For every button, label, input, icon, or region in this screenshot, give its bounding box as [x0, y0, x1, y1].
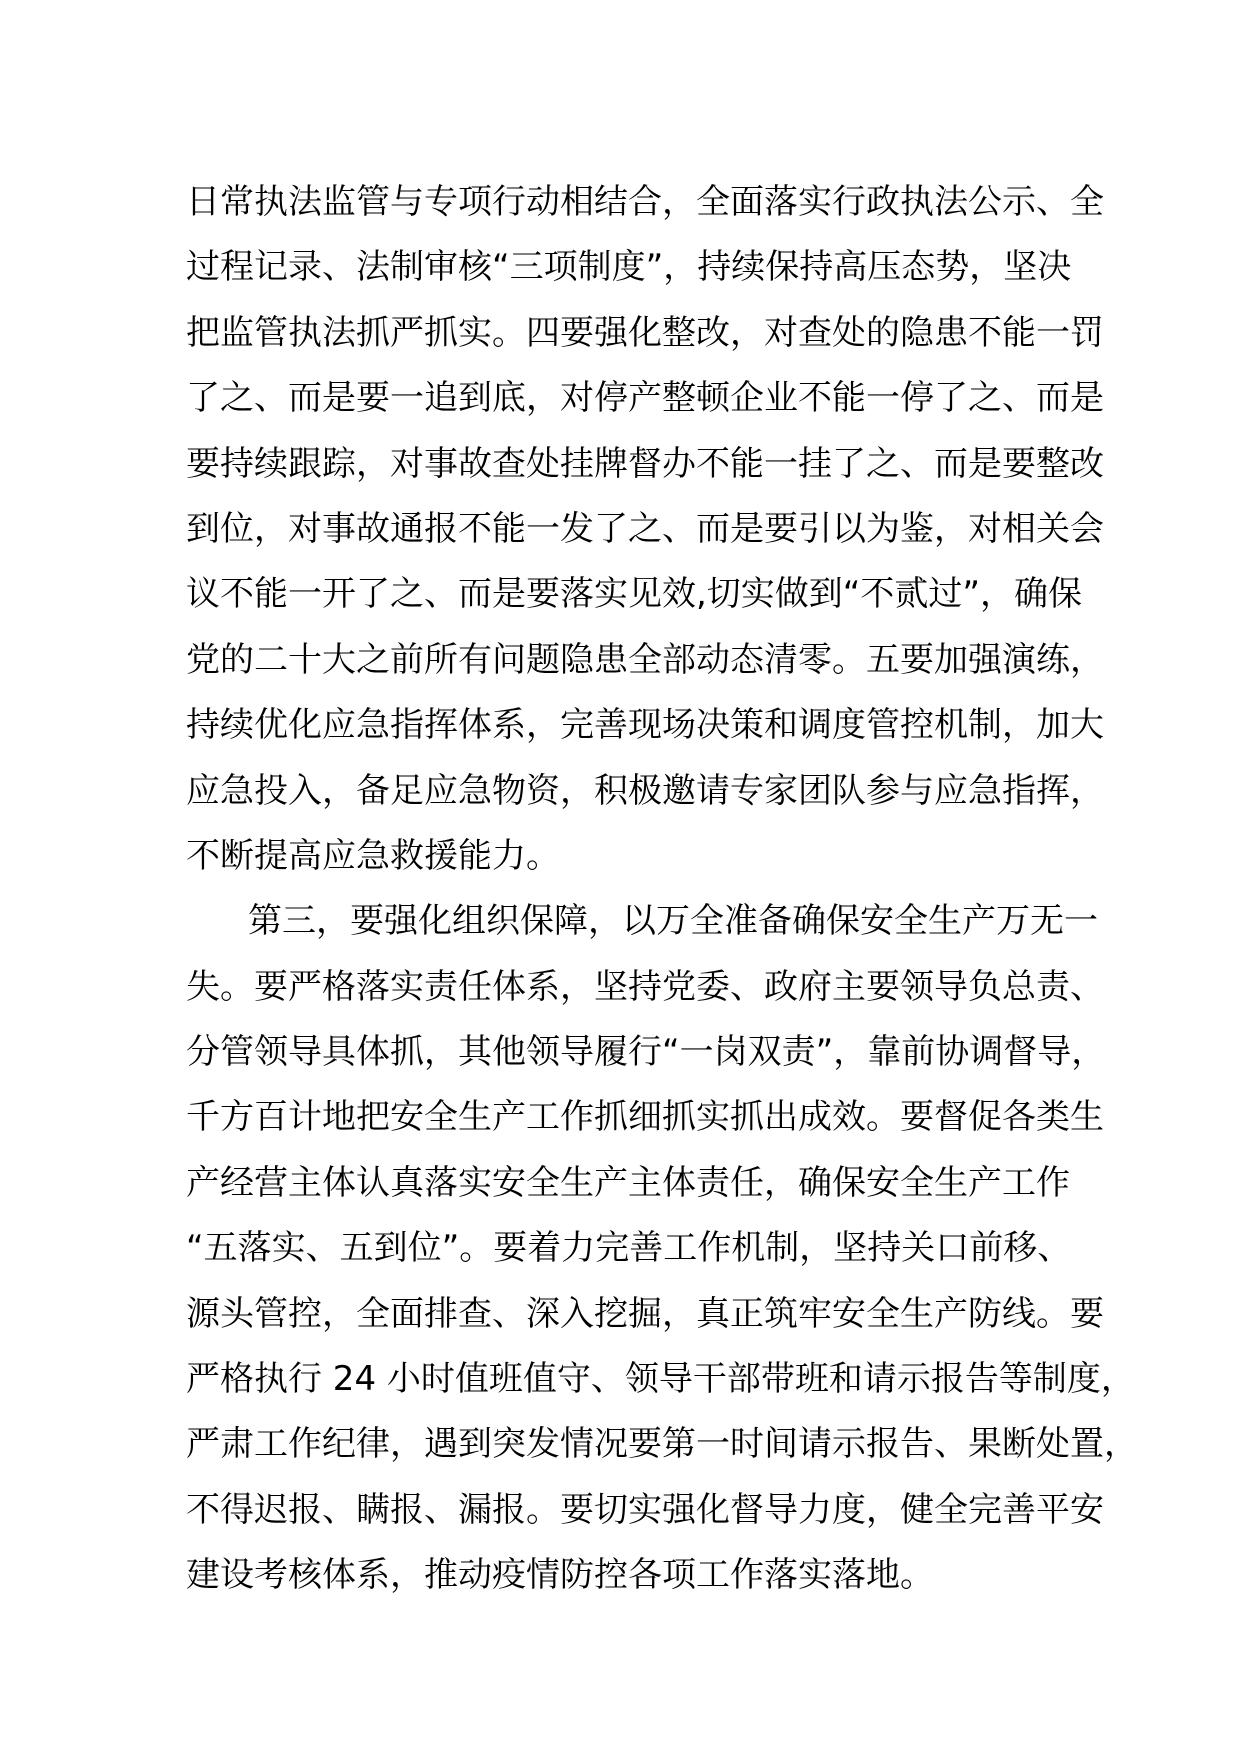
text-line: 了之、而是要一追到底，对停产整顿企业不能一停了之、而是 — [186, 378, 1104, 419]
text-line: 日常执法监管与专项行动相结合，全面落实行政执法公示、全 — [186, 182, 1104, 222]
text-line: 要持续跟踪，对事故查处挂牌督办不能一挂了之、而是要整改 — [186, 443, 1104, 484]
text-line: 过程记录、法制审核“三项制度”，持续保持高压态势，坚决 — [186, 247, 1072, 288]
text-line: 党的二十大之前所有问题隐患全部动态清零。五要加强演练， — [186, 639, 1104, 680]
body-text — [186, 170, 1138, 1609]
text-line: 把监管执法抓严抓实。四要强化整改，对查处的隐患不能一罚 — [186, 312, 1104, 353]
text-line: 千方百计地把安全生产工作抓细抓实抓出成效。要督促各类生 — [186, 1097, 1104, 1138]
text-line: 产经营主体认真落实安全生产主体责任，确保安全生产工作 — [186, 1162, 1070, 1203]
text-line: 到位，对事故通报不能一发了之、而是要引以为鉴，对相关会 — [186, 508, 1104, 549]
text-line: 不断提高应急救援能力。 — [186, 835, 560, 876]
text-line: 不得迟报、瞒报、漏报。要切实强化督导力度，健全完善平安 — [186, 1489, 1104, 1530]
text-line: 应急投入，备足应急物资，积极邀请专家团队参与应急指挥， — [186, 770, 1104, 811]
text-line: 议不能一开了之、而是要落实见效,切实做到“不贰过”，确保 — [186, 574, 1083, 615]
text-line: 建设考核体系，推动疫情防控各项工作落实落地。 — [186, 1555, 934, 1596]
text-line: 持续优化应急指挥体系，完善现场决策和调度管控机制，加大 — [186, 705, 1104, 746]
text-line: 源头管控，全面排查、深入挖掘，真正筑牢安全生产防线。要 — [186, 1293, 1104, 1334]
text-line: 严肃工作纪律，遇到突发情况要第一时间请示报告、果断处置， — [186, 1424, 1138, 1465]
text-line: 严格执行 24 小时值班值守、领导干部带班和请示报告等制度， — [186, 1359, 1135, 1400]
text-line: “五落实、五到位”。要着力完善工作机制，坚持关口前移、 — [186, 1228, 1072, 1269]
paragraph-start-line: 第三，要强化组织保障，以万全准备确保安全生产万无一 — [248, 901, 1098, 942]
text-line: 分管领导具体抓，其他领导履行“一岗双责”，靠前协调督导， — [186, 1032, 1106, 1073]
text-line: 失。要严格落实责任体系，坚持党委、政府主要领导负总责、 — [186, 966, 1104, 1007]
